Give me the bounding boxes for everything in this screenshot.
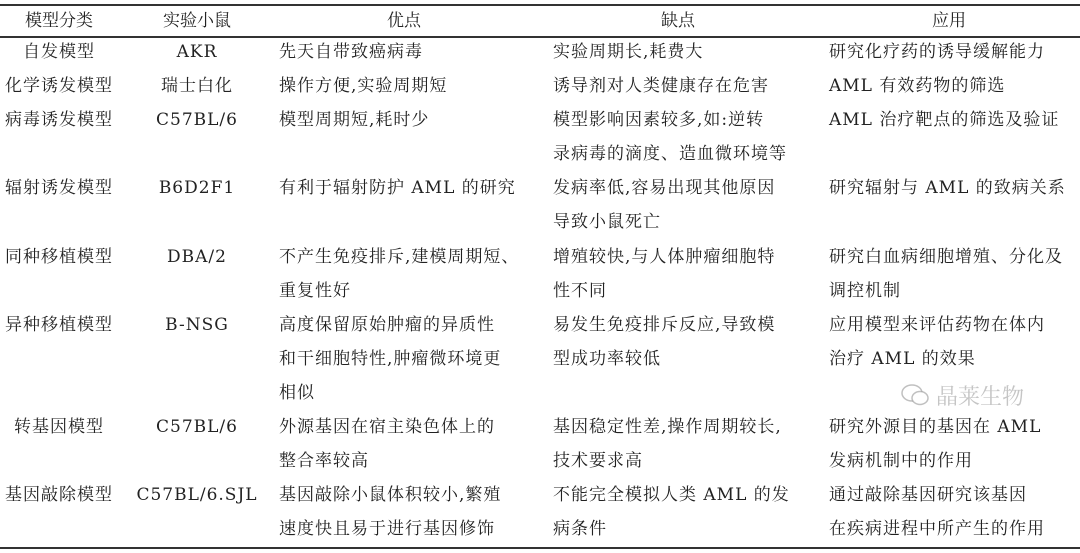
cell-line: 模型周期短,耗时少 bbox=[279, 110, 430, 131]
cell-line: 速度快且易于进行基因修饰 bbox=[279, 519, 495, 540]
cons-cell bbox=[553, 35, 823, 69]
cons-cell bbox=[553, 410, 823, 478]
cell-line: 瑞士白化 bbox=[161, 76, 233, 97]
cell-line: 和干细胞特性,肿瘤微环境更 bbox=[279, 348, 502, 369]
watermark bbox=[900, 380, 1024, 410]
pros-cell bbox=[279, 69, 549, 103]
cons-cell bbox=[553, 171, 823, 239]
cell-line: AML 有效药物的筛选 bbox=[829, 76, 1006, 97]
mouse-cell bbox=[130, 35, 264, 69]
cell-line: 研究外源目的基因在 AML bbox=[829, 417, 1042, 438]
cell-line: 自发模型 bbox=[23, 42, 95, 62]
header-mouse: 实验小鼠 bbox=[163, 11, 231, 31]
cell-line: 调控机制 bbox=[829, 280, 901, 301]
pros-cell bbox=[279, 103, 549, 137]
cell-line: 不能完全模拟人类 AML 的发 bbox=[553, 485, 790, 506]
cell-line: 病条件 bbox=[553, 519, 607, 540]
cell-line: 重复性好 bbox=[279, 280, 351, 301]
cell-line: AML 治疗靶点的筛选及验证 bbox=[829, 110, 1060, 131]
cell-line: AKR bbox=[176, 42, 218, 62]
cell-line: 操作方便,实验周期短 bbox=[279, 76, 448, 97]
watermark-text: 晶莱生物 bbox=[936, 384, 1025, 410]
pros-cell bbox=[279, 478, 549, 546]
cell-line: 基因敲除小鼠体积较小,繁殖 bbox=[279, 485, 502, 506]
cell-line: 先天自带致癌病毒 bbox=[279, 42, 423, 62]
cell-line: 发病率低,容易出现其他原因 bbox=[553, 178, 776, 199]
cell-line: 相似 bbox=[279, 382, 315, 403]
cell-line: 模型影响因素较多,如:逆转 bbox=[553, 110, 765, 131]
table-bottom-rule bbox=[0, 547, 1080, 549]
cell-line: 整合率较高 bbox=[279, 451, 369, 472]
pros-cell bbox=[279, 308, 549, 410]
model-type-cell bbox=[0, 410, 118, 444]
mouse-cell bbox=[130, 69, 264, 103]
mouse-cell bbox=[130, 171, 264, 205]
model-type-cell bbox=[0, 308, 118, 342]
cell-line: 通过敲除基因研究该基因 bbox=[829, 485, 1027, 506]
cell-line: 基因稳定性差,操作周期较长, bbox=[553, 417, 782, 438]
cell-line: 应用模型来评估药物在体内 bbox=[829, 314, 1045, 335]
mouse-cell bbox=[130, 240, 264, 274]
application-cell bbox=[829, 171, 1079, 205]
model-type-cell bbox=[0, 103, 118, 137]
cons-cell bbox=[553, 103, 823, 171]
pros-cell bbox=[279, 35, 549, 69]
application-cell bbox=[829, 103, 1079, 137]
application-cell bbox=[829, 308, 1079, 376]
wechat-icon bbox=[900, 382, 930, 408]
cell-line: 发病机制中的作用 bbox=[829, 451, 973, 472]
cell-line: 研究白血病细胞增殖、分化及 bbox=[829, 246, 1063, 267]
cell-line: 化学诱发模型 bbox=[5, 76, 113, 97]
cons-cell bbox=[553, 69, 823, 103]
cell-line: C57BL/6.SJL bbox=[136, 485, 258, 506]
table-top-rule bbox=[0, 4, 1080, 6]
application-cell bbox=[829, 69, 1079, 103]
cons-cell bbox=[553, 308, 823, 376]
pros-cell bbox=[279, 171, 549, 205]
cell-line: C57BL/6 bbox=[156, 417, 238, 438]
cell-line: B-NSG bbox=[165, 314, 229, 335]
cell-line: 有利于辐射防护 AML 的研究 bbox=[279, 178, 516, 199]
mouse-cell bbox=[130, 308, 264, 342]
pros-cell bbox=[279, 410, 549, 478]
model-type-cell bbox=[0, 69, 118, 103]
mouse-cell bbox=[130, 410, 264, 444]
cell-line: 在疾病进程中所产生的作用 bbox=[829, 519, 1045, 540]
cell-line: 易发生免疫排斥反应,导致模 bbox=[553, 314, 776, 335]
cell-line: 高度保留原始肿瘤的异质性 bbox=[279, 314, 495, 335]
header-pros: 优点 bbox=[387, 11, 421, 31]
cell-line: 实验周期长,耗费大 bbox=[553, 42, 704, 62]
cell-line: 诱导剂对人类健康存在危害 bbox=[553, 76, 769, 97]
application-cell bbox=[829, 478, 1079, 546]
cell-line: 基因敲除模型 bbox=[5, 485, 113, 506]
cell-line: 研究化疗药的诱导缓解能力 bbox=[829, 42, 1045, 62]
cell-line: 性不同 bbox=[553, 280, 607, 301]
model-type-cell bbox=[0, 35, 118, 69]
cell-line: 不产生免疫排斥,建模周期短、 bbox=[279, 246, 520, 267]
cell-line: 导致小鼠死亡 bbox=[553, 212, 661, 233]
header-cons: 缺点 bbox=[661, 11, 695, 31]
model-type-cell bbox=[0, 240, 118, 274]
cell-line: 同种移植模型 bbox=[5, 246, 113, 267]
cell-line: C57BL/6 bbox=[156, 110, 238, 131]
cell-line: B6D2F1 bbox=[158, 178, 236, 199]
header-model-type: 模型分类 bbox=[25, 11, 93, 31]
cons-cell bbox=[553, 478, 823, 546]
model-type-cell bbox=[0, 478, 118, 512]
cell-line: 技术要求高 bbox=[553, 451, 643, 472]
cell-line: 辐射诱发模型 bbox=[5, 178, 113, 199]
application-cell bbox=[829, 410, 1079, 478]
application-cell bbox=[829, 240, 1079, 308]
cell-line: 治疗 AML 的效果 bbox=[829, 348, 976, 369]
mouse-cell bbox=[130, 478, 264, 512]
model-type-cell bbox=[0, 171, 118, 205]
cons-cell bbox=[553, 240, 823, 308]
cell-line: 转基因模型 bbox=[14, 417, 104, 438]
cell-line: 外源基因在宿主染色体上的 bbox=[279, 417, 495, 438]
header-application: 应用 bbox=[932, 11, 966, 31]
cell-line: 录病毒的滴度、造血微环境等 bbox=[553, 144, 787, 165]
cell-line: 研究辐射与 AML 的致病关系 bbox=[829, 178, 1066, 199]
cell-line: 病毒诱发模型 bbox=[5, 110, 113, 131]
cell-line: DBA/2 bbox=[167, 246, 227, 267]
mouse-cell bbox=[130, 103, 264, 137]
cell-line: 异种移植模型 bbox=[5, 314, 113, 335]
cell-line: 增殖较快,与人体肿瘤细胞特 bbox=[553, 246, 776, 267]
application-cell bbox=[829, 35, 1079, 69]
cell-line: 型成功率较低 bbox=[553, 348, 661, 369]
pros-cell bbox=[279, 240, 549, 308]
